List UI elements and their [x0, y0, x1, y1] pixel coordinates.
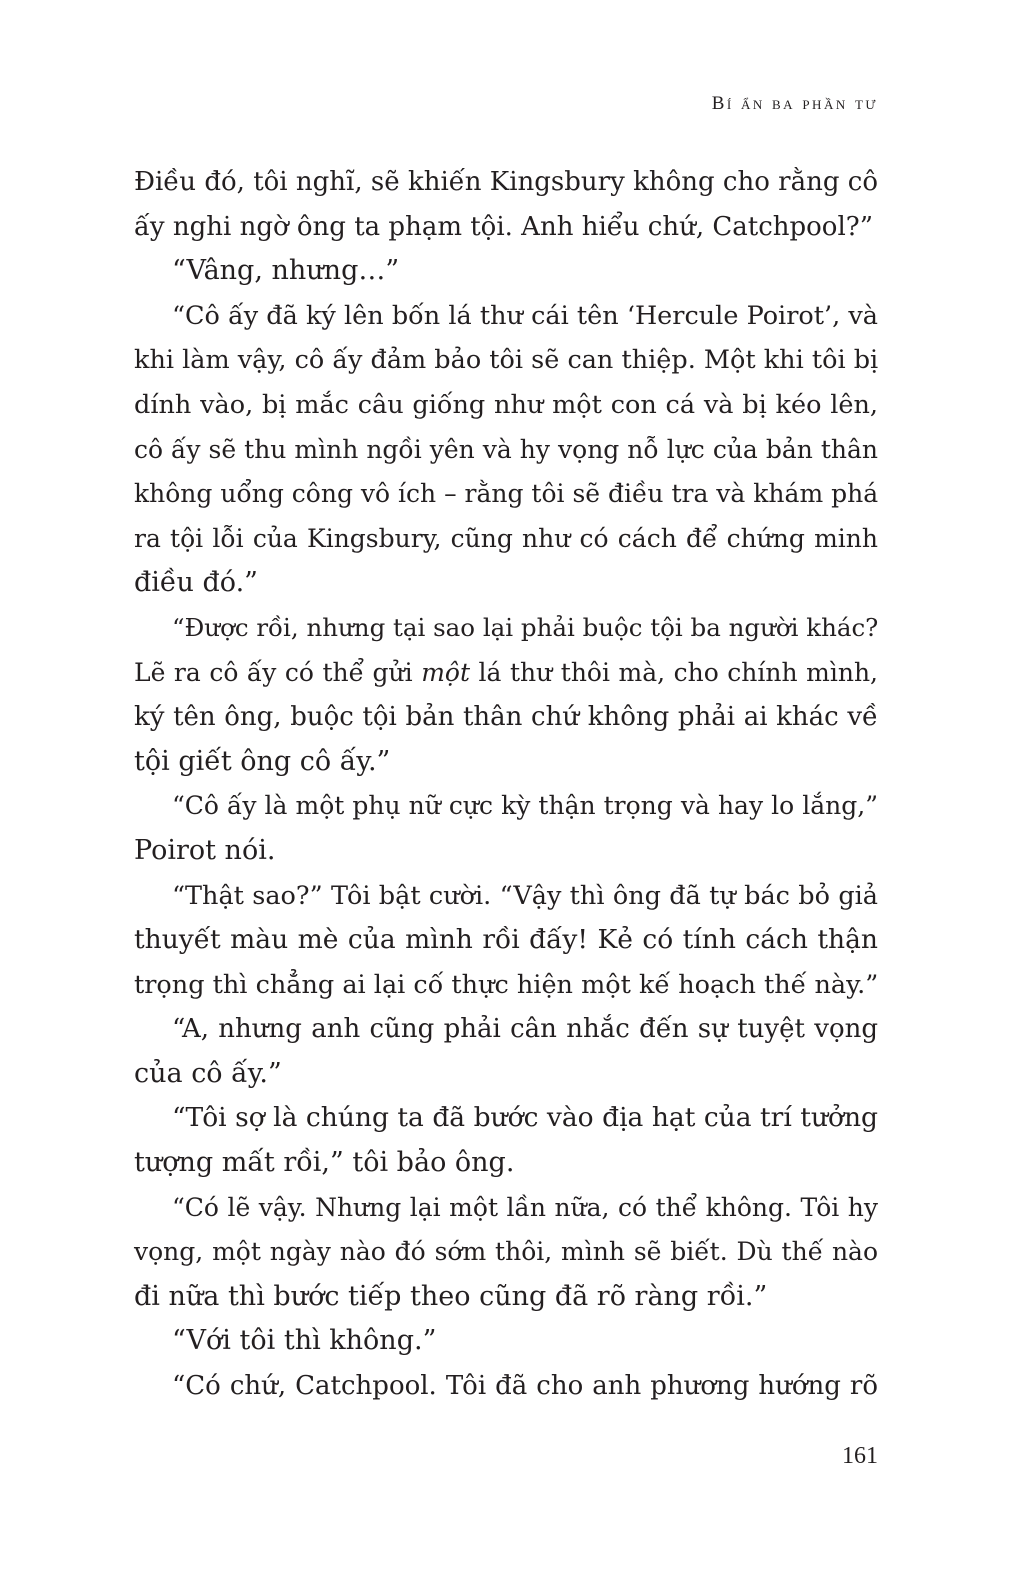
- text-line: tội giết ông cô ấy.”: [134, 745, 391, 777]
- text-line: [134, 651, 878, 696]
- text-line: ra tội lỗi của Kingsbury, cũng như có cách để chứng minh: [134, 523, 878, 553]
- text-line: “Được rồi, nhưng tại sao lại phải buộc tội ba người khác?: [172, 612, 879, 642]
- text-line: ký tên ông, buộc tội bản thân chứ không phải ai khác về: [134, 702, 878, 733]
- text-line: điều đó.”: [134, 567, 258, 599]
- body-text: [134, 160, 878, 1409]
- text-line: dính vào, bị mắc câu giống như một con cá và bị kéo lên,: [134, 389, 878, 420]
- text-line: “Có lẽ vậy. Nhưng lại một lần nữa, có thể không. Tôi hy: [172, 1192, 878, 1222]
- text-line: không uổng công vô ích – rằng tôi sẽ điều tra và khám phá: [134, 479, 879, 509]
- text-run: Lẽ ra cô ấy có thể gửi: [134, 657, 422, 687]
- text-line: “Cô ấy đã ký lên bốn lá thư cái tên ‘Hercule Poirot’, và: [172, 300, 878, 331]
- page-number: 161: [842, 1443, 878, 1469]
- text-line: cô ấy sẽ thu mình ngồi yên và hy vọng nỗ lực của bản thân: [134, 434, 878, 464]
- text-line: “Với tôi thì không.”: [172, 1325, 437, 1357]
- text-line: khi làm vậy, cô ấy đảm bảo tôi sẽ can thiệp. Một khi tôi bị: [134, 345, 879, 376]
- text-line: “Cô ấy là một phụ nữ cực kỳ thận trọng và hay lo lắng,”: [172, 791, 878, 821]
- text-line: “Thật sao?” Tôi bật cười. “Vậy thì ông đã tự bác bỏ giả: [172, 880, 878, 911]
- text-run: lá thư thôi mà, cho chính mình,: [470, 657, 878, 687]
- text-line: Poirot nói.: [134, 834, 276, 866]
- text-line: thuyết màu mè của mình rồi đấy! Kẻ có tính cách thận: [134, 924, 878, 956]
- text-line: của cô ấy.”: [134, 1057, 282, 1089]
- text-line: tượng mất rồi,” tôi bảo ông.: [134, 1147, 515, 1179]
- text-line: ấy nghi ngờ ông ta phạm tội. Anh hiểu chứ, Catchpool?”: [134, 211, 874, 242]
- text-line: vọng, một ngày nào đó sớm thôi, mình sẽ biết. Dù thế nào: [134, 1237, 878, 1267]
- text-line: đi nữa thì bước tiếp theo cũng đã rõ ràng rồi.”: [134, 1280, 768, 1312]
- text-line: “Tôi sợ là chúng ta đã bước vào địa hạt của trí tưởng: [172, 1102, 878, 1134]
- running-header: Bí ẩn ba phần tư: [711, 93, 878, 114]
- text-line: “A, nhưng anh cũng phải cân nhắc đến sự tuyệt vọng: [172, 1014, 878, 1045]
- text-line: “Vâng, nhưng…”: [172, 255, 400, 287]
- text-line: Điều đó, tôi nghĩ, sẽ khiến Kingsbury không cho rằng cô: [134, 167, 878, 197]
- emphasis-text: một: [421, 657, 471, 687]
- text-line: trọng thì chẳng ai lại cố thực hiện một kế hoạch thế này.”: [134, 969, 879, 1000]
- text-line: “Có chứ, Catchpool. Tôi đã cho anh phương hướng rõ: [172, 1371, 878, 1402]
